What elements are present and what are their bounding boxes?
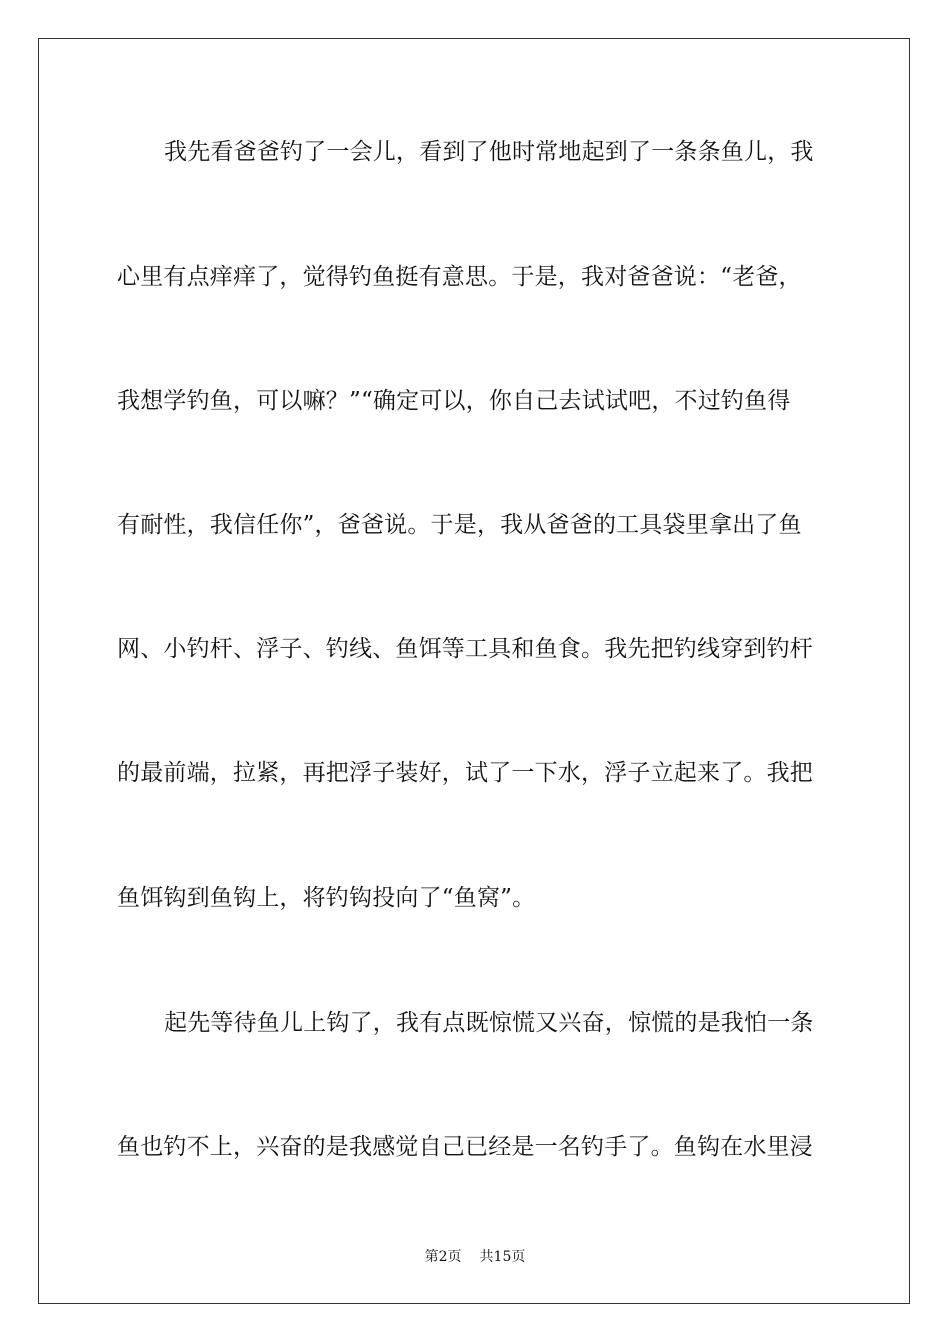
paragraph-1-line-3: 我想学钓鱼，可以嘛？”“确定可以，你自己去试试吧，不过钓鱼得 xyxy=(117,388,791,414)
page-number: 第2页 xyxy=(424,1249,462,1265)
paragraph-1-line-2: 心里有点痒痒了，觉得钓鱼挺有意思。于是，我对爸爸说：“老爸， xyxy=(117,264,802,290)
paragraph-1-line-4: 有耐性，我信任你”，爸爸说。于是，我从爸爸的工具袋里拿出了鱼 xyxy=(117,512,802,538)
page-footer xyxy=(0,1248,950,1266)
paragraph-1-line-1: 我先看爸爸钓了一会儿，看到了他时常地起到了一条条鱼儿，我 xyxy=(164,139,814,165)
paragraph-2-line-2: 鱼也钓不上，兴奋的是我感觉自己已经是一名钓手了。鱼钩在水里浸 xyxy=(117,1134,813,1160)
paragraph-1-line-7: 鱼饵钩到鱼钩上，将钓钩投向了“鱼窝”。 xyxy=(117,885,536,911)
paragraph-1-line-5: 网、小钓杆、浮子、钓线、鱼饵等工具和鱼食。我先把钓线穿到钓杆 xyxy=(117,636,813,662)
page-border xyxy=(38,38,910,1304)
paragraph-2-line-1: 起先等待鱼儿上钩了，我有点既惊慌又兴奋，惊慌的是我怕一条 xyxy=(164,1010,814,1036)
total-pages: 共15页 xyxy=(479,1249,526,1265)
paragraph-1-line-6: 的最前端，拉紧，再把浮子装好，试了一下水，浮子立起来了。我把 xyxy=(117,760,813,786)
